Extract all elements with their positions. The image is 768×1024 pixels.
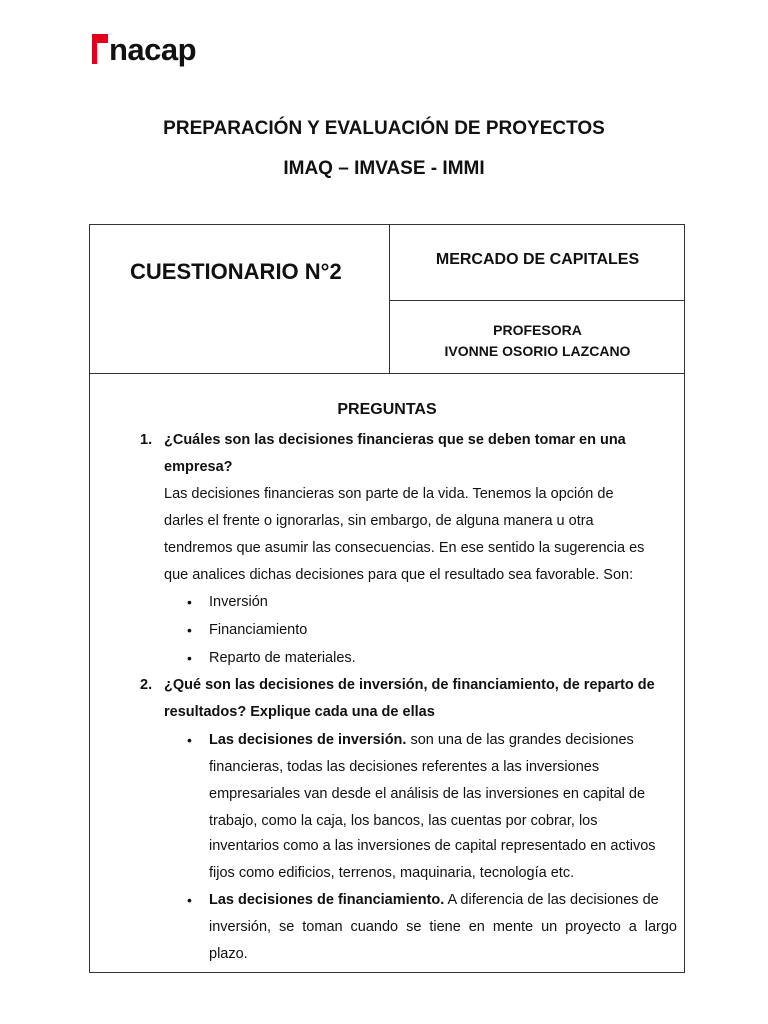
question-text: resultados? Explique cada una de ellas [164,704,435,720]
bullet-icon: • [187,892,192,908]
section-title: PREGUNTAS [337,401,437,418]
item-text: son una de las grandes decisiones [406,732,634,748]
list-item-first-line [209,892,659,908]
list-item: Financiamiento [209,622,308,638]
inacap-logo [92,32,196,66]
list-item: Reparto de materiales. [209,650,356,666]
answer-line: fijos como edificios, terrenos, maquinaria, tecnología etc. [209,865,575,881]
item-text: A diferencia de las decisiones de [444,892,659,908]
program-codes: IMAQ – IMVASE - IMMI [283,158,485,179]
question-text: empresa? [164,459,233,475]
answer-line: empresariales van desde el análisis de las inversiones en capital de [209,786,646,802]
questionnaire-cell [90,225,390,373]
logo-mark-icon [92,34,108,64]
header-table [89,224,685,374]
logo-text: nacap [109,32,197,67]
list-item: Inversión [209,594,268,610]
professor-label: PROFESORA [493,322,582,338]
topic-title: MERCADO DE CAPITALES [435,251,640,268]
answer-line: inversión, se toman cuando se tiene en mente un proyecto a largo [209,919,677,935]
bullet-icon: • [187,594,192,610]
question-number: 2. [140,677,153,693]
item-term: Las decisiones de inversión. [209,732,407,748]
professor-cell [390,320,685,362]
answer-line: trabajo, como la caja, los bancos, las cuentas por cobrar, los [209,813,598,829]
answer-line: que analices dichas decisiones para que el resultado sea favorable. Son: [164,567,634,583]
list-item-first-line [209,732,634,748]
answer-line: inventarios como a las inversiones de capital representado en activos [209,838,656,854]
bullet-icon: • [187,622,192,638]
question-text: ¿Cuáles son las decisiones financieras que se deben tomar en una [164,432,626,448]
item-term: Las decisiones de financiamiento. [209,892,445,908]
topic-cell [390,225,685,301]
answer-line: tendremos que asumir las consecuencias. En ese sentido la sugerencia es [164,540,645,556]
course-title: PREPARACIÓN Y EVALUACIÓN DE PROYECTOS [163,118,605,139]
answer-line: plazo. [209,946,248,962]
answer-line: Las decisiones financieras son parte de la vida. Tenemos la opción de [164,486,614,502]
bullet-icon: • [187,732,192,748]
answer-line: darles el frente o ignorarlas, sin embargo, de alguna manera u otra [164,513,594,529]
professor-name: IVONNE OSORIO LAZCANO [444,343,631,359]
question-text: ¿Qué son las decisiones de inversión, de financiamiento, de reparto de [164,677,655,693]
questionnaire-title: CUESTIONARIO N°2 [130,259,342,284]
question-number: 1. [140,432,153,448]
answer-line: financieras, todas las decisiones referentes a las inversiones [209,759,600,775]
bullet-icon: • [187,650,192,666]
